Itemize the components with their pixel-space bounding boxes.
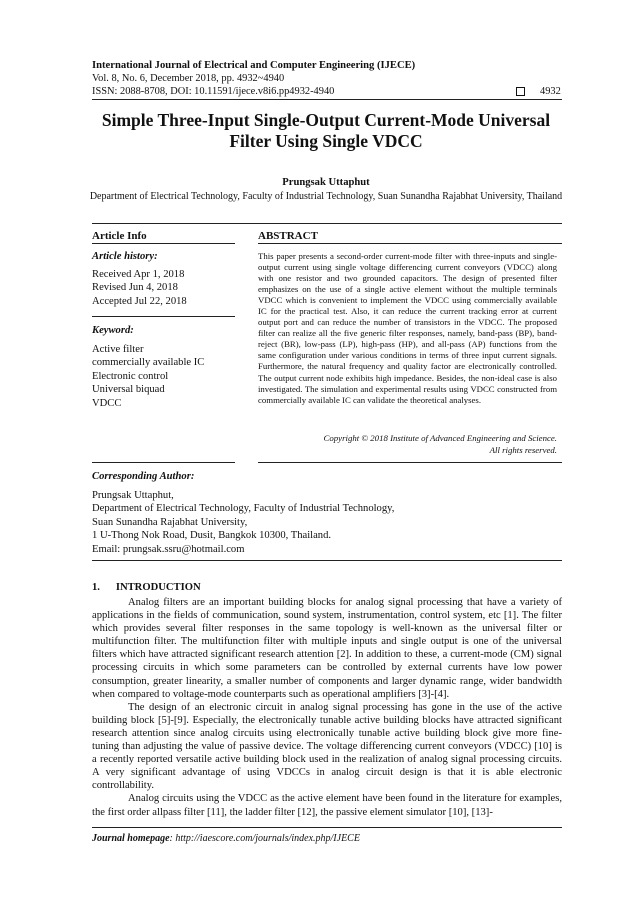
intro-paragraph: Analog filters are an important building blocks for analog signal processing that have a variety of applications in the fields of communication, sound system, instrumentation, control system, etc [1]. The filter which provides several filter responses in the same topology is well-known as the universal filter or multifunction filter. The multifunction filter with multiple inputs and single output is one of the universal filters which have attracted significant research attention [2]. In addition to these, a current-mode (CM) signal processing circuits in which some parameters can be controlled by external currents have low power consumption, greater linearity, a smaller number of components and larger dynamic range, wider bandwidth when compared to voltage-mode counterparts such as operational amplifiers [3]-[4]. (92, 597, 562, 700)
journal-name: International Journal of Electrical and Computer Engineering (IJECE) (92, 60, 416, 71)
page-number: 4932 (540, 86, 561, 97)
history-revised: Revised Jun 4, 2018 (92, 282, 178, 294)
introduction-heading: 1. INTRODUCTION (92, 582, 201, 593)
copyright-line-2: All rights reserved. (489, 444, 557, 455)
footer-rule (92, 827, 562, 828)
keyword-item: Active filter (92, 344, 144, 355)
keyword-item: commercially available IC (92, 357, 205, 369)
keyword-heading: Keyword: (92, 325, 134, 336)
abstract-bottom-rule (258, 462, 562, 463)
article-info-heading: Article Info (92, 230, 147, 242)
issn-doi: ISSN: 2088-8708, DOI: 10.11591/ijece.v8i6.pp4932-4940 (92, 86, 335, 97)
volume-info: Vol. 8, No. 6, December 2018, pp. 4932~4940 (92, 73, 285, 84)
homepage-label: Journal homepage (92, 833, 170, 844)
paper-title (70, 110, 582, 152)
affiliation: Department of Electrical Technology, Faculty of Industrial Technology, Suan Sunandha Rajabhat University, Thailand (89, 191, 563, 202)
intro-paragraph: Analog circuits using the VDCC as the active element have been found in the literature for examples, the first order allpass filter [11], the ladder filter [12], the passive element simulator [10], [13]- (92, 793, 562, 818)
history-received: Received Apr 1, 2018 (92, 269, 185, 280)
abstract-text: This paper presents a second-order current-mode filter with three-inputs and single-output current using single voltage differencing current conveyors (VDCC) along with one resistor and two grounded capacitors. The design of presented filter emphasizes on the use of a single active element without the multiple terminals VDCC which is convenient to implement the VDCC using commercially available IC for the practical test. Also, it can reduce the current tracking error at current output port and can reduce the number of transistors in the VDCC. The proposed filter can realize all the five generic filter responses, namely, band-pass (BP), band-reject (BR), low-pass (LP), high-pass (HP), and all-pass (AP) functions from the same configuration under various conditions in terms of three input current signals. Furthermore, the natural frequency and quality factor are electronically controlled. The output current node exhibits high impedance. Besides, the non-ideal case is also investigated. The simulation and experimental results using VDCC constructed from commercially available IC can validate the theoretical analyses. (258, 251, 557, 405)
history-accepted: Accepted Jul 22, 2018 (92, 295, 187, 307)
corr-email: Email: prungsak.ssru@hotmail.com (92, 543, 245, 555)
keyword-item: Universal biquad (92, 384, 165, 396)
keyword-item: VDCC (92, 397, 122, 409)
title-line-1: Simple Three-Input Single-Output Current-Mode Universal (101, 110, 551, 130)
header-rule (92, 99, 562, 100)
abstract-heading: ABSTRACT (258, 230, 318, 242)
keyword-item: Electronic control (92, 370, 169, 382)
homepage-link[interactable]: http://iaescore.com/journals/index.php/IJECE (175, 833, 360, 844)
article-info-rule (92, 243, 235, 244)
corresponding-author-heading: Corresponding Author: (92, 471, 195, 482)
intro-paragraph: The design of an electronic circuit in analog signal processing has gone in the use of the active building block [5]-[9]. Especially, the electronically tunable active building blocks have attracted significant research attention since analog circuits using electronically tunable active building block give more fine-tuning than adjusting the value of passive device. The voltage differencing current conveyors (VDCC) [10] is a recently reported versatile active building block used in the realization of analog signal processing circuits. A very significant advantage of using VDCCs in analog circuit design is that it is able electronic controllability. (92, 701, 562, 792)
section-rule-top (92, 223, 562, 224)
article-history-list (92, 268, 187, 308)
corr-line: 1 U-Thong Nok Road, Dusit, Bangkok 10300, Thailand. (92, 530, 332, 542)
corr-line: Prungsak Uttaphut, (92, 490, 174, 501)
copyright-notice (258, 433, 557, 456)
abstract-rule (258, 243, 562, 244)
corr-line: Suan Sunandha Rajabhat University, (92, 516, 248, 528)
introduction-body (92, 596, 562, 819)
corresponding-author-details (92, 489, 394, 556)
history-rule (92, 316, 235, 317)
section-rule-bottom (92, 560, 562, 561)
corr-line: Department of Electrical Technology, Faculty of Industrial Technology, (92, 503, 395, 515)
left-bottom-rule (92, 462, 235, 463)
title-line-2: Filter Using Single VDCC (229, 131, 423, 151)
keyword-list (92, 343, 204, 410)
journal-homepage: Journal homepage: http://iaescore.com/journals/index.php/IJECE (92, 833, 360, 844)
article-history-heading: Article history: (92, 251, 158, 262)
copyright-line-1: Copyright © 2018 Institute of Advanced Engineering and Science. (323, 433, 557, 443)
checkbox-icon (516, 87, 525, 96)
author-name: Prungsak Uttaphut (282, 177, 370, 188)
